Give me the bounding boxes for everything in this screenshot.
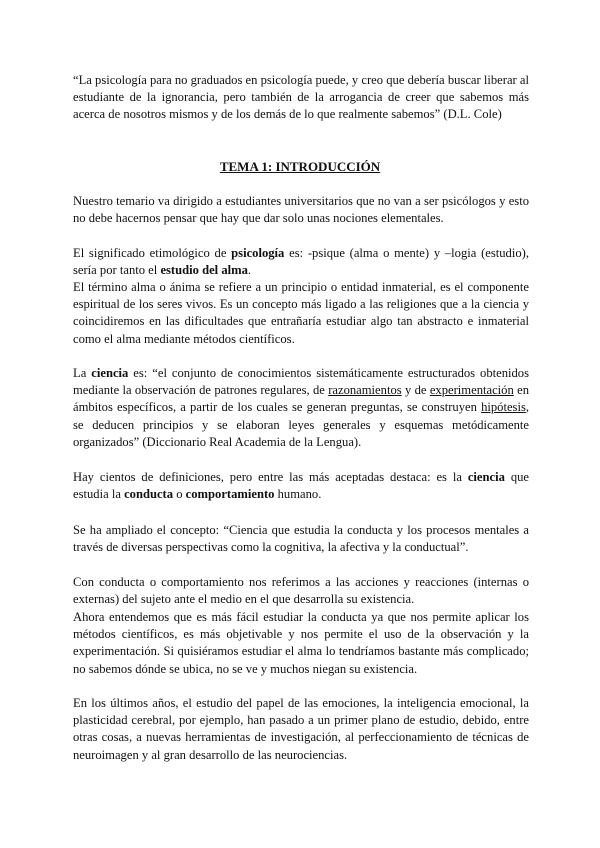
paragraph-etymology xyxy=(73,245,529,279)
text-run: El significado etimológico de xyxy=(73,246,232,260)
paragraph-ampliado: Se ha ampliado el concepto: “Ciencia que estudia la conducta y los procesos mentales a través de diversas perspectivas como la cognitiva, la afectiva y la conductual”. xyxy=(73,523,529,555)
paragraph-conducta: Con conducta o comportamiento nos referimos a las acciones y reacciones (internas o externas) del sujeto ante el medio en el que desarrolla su existencia. xyxy=(73,575,529,607)
quote-author: (D.L. Cole) xyxy=(443,107,502,122)
term-psicologia: psicología xyxy=(231,246,285,260)
term-ciencia: ciencia xyxy=(91,366,129,380)
paragraph-ciencia xyxy=(73,365,529,451)
paragraph-ultimos-anos: En los últimos años, el estudio del papel de las emociones, la inteligencia emocional, la plasticidad cerebral, por ejemplo, han pasado a un primer plano de estudio, debido, entre otras cosas, a nuevas herramientas de investigación, al perfeccionamiento de técnicas de neuroimagen y al gran desarrollo de las neurociencias. xyxy=(73,696,529,762)
link-razonamientos[interactable]: razonamientos xyxy=(328,383,402,398)
text-run: y de xyxy=(401,383,430,398)
text-run: es: -psique (alma o mente) y –logia (estudio), sería por tanto el xyxy=(73,246,529,278)
text-run: o xyxy=(173,487,186,502)
text-run: . xyxy=(247,263,252,278)
page-title: TEMA 1: INTRODUCCIÓN xyxy=(219,159,381,174)
text-run: es: “el conjunto de conocimientos sistemáticamente estructurados obtenidos mediante la observación de patrones regulares, de xyxy=(73,366,530,398)
text-run: en ámbitos específicos, a partir de los cuales se generan preguntas, se construyen xyxy=(73,383,529,415)
text-run: que estudia la xyxy=(73,470,529,502)
link-hipotesis[interactable]: hipótesis xyxy=(481,400,526,415)
text-run: humano. xyxy=(274,487,322,502)
epigraph-quote xyxy=(73,72,529,124)
term-estudio-del-alma: estudio del alma xyxy=(160,263,248,278)
paragraph-ahora: Ahora entendemos que es más fácil estudiar la conducta ya que nos permite aplicar los métodos científicos, es más objetivable y nos permite el uso de la observación y la experimentación. Si quisiéramos estudiar el alma lo tendríamos bastante más complicado; no sabemos dónde se ubica, no se ve y muchos niegan su existencia. xyxy=(73,610,529,676)
term-comportamiento: comportamiento xyxy=(185,487,275,502)
term-conducta: conducta xyxy=(124,487,174,502)
text-run: La xyxy=(73,366,92,380)
quote-text: “La psicología para no graduados en psicología puede, y creo que debería buscar liberar al estudiante de la ignorancia, pero también de la arrogancia de creer que sabemos más acerca de nosotros mismos y de los demás de lo que realmente sabemos” xyxy=(73,73,529,122)
paragraph-intro: Nuestro temario va dirigido a estudiantes universitarios que no van a ser psicólogos y esto no debe hacernos pensar que hay que dar solo unas nociones elementales. xyxy=(73,194,529,226)
term-ciencia: ciencia xyxy=(467,470,505,484)
text-run: , se deducen principios y se elaboran leyes generales y esquemas metódicamente organizados” (Diccionario Real Academia de la Lengua). xyxy=(73,400,529,449)
link-experimentacion[interactable]: experimentación xyxy=(429,383,514,398)
paragraph-definicion xyxy=(73,469,529,503)
paragraph-alma: El término alma o ánima se refiere a un principio o entidad inmaterial, es el componente espiritual de los seres vivos. Es un concepto más ligado a las religiones que a la ciencia y coincidiremos en las dificultades que entrañaría estudiar algo tan abstracto e inmaterial como el alma mediante métodos científicos. xyxy=(73,280,529,346)
text-run: Hay cientos de definiciones, pero entre las más aceptadas destaca: es la xyxy=(73,470,468,484)
